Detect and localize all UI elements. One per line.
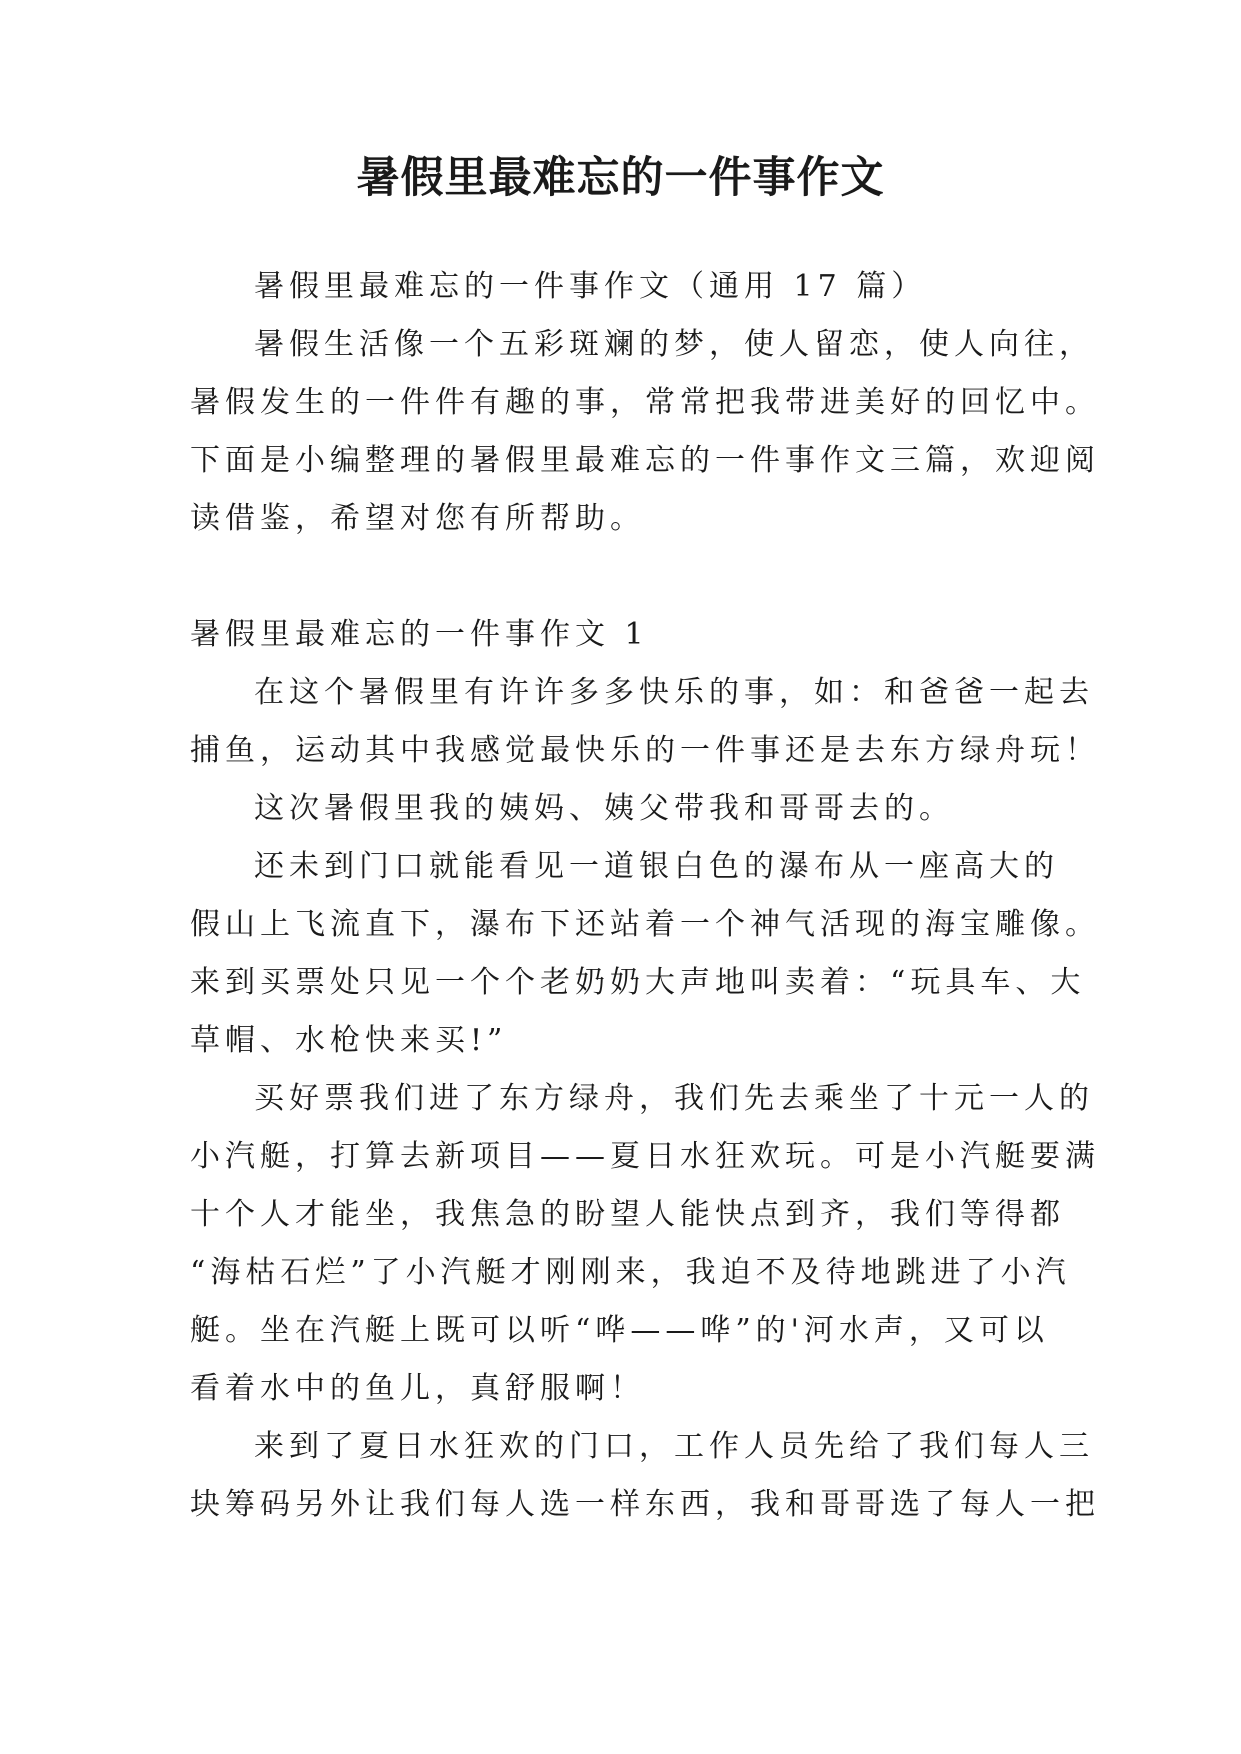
section-heading: 暑假里最难忘的一件事作文 1	[190, 617, 649, 652]
document-title: 暑假里最难忘的一件事作文	[356, 153, 885, 203]
essay-line: 看着水中的鱼儿，真舒服啊！	[190, 1371, 645, 1406]
intro-line: 暑假发生的一件件有趣的事，常常把我带进美好的回忆中。	[190, 385, 1100, 420]
essay-line: 还未到门口就能看见一道银白色的瀑布从一座高大的	[254, 849, 1059, 884]
essay-line: 块筹码另外让我们每人选一样东西，我和哥哥选了每人一把	[190, 1487, 1100, 1522]
essay-line: 来到买票处只见一个个老奶奶大声地叫卖着：“玩具车、大	[190, 965, 1086, 1000]
essay-line: 在这个暑假里有许许多多快乐的事，如：和爸爸一起去	[254, 675, 1094, 710]
essay-line: 草帽、水枪快来买!”	[190, 1023, 508, 1058]
essay-line: 艇。坐在汽艇上既可以听“哗——哗”的'河水声，又可以	[190, 1313, 1049, 1348]
essay-line: 小汽艇，打算去新项目——夏日水狂欢玩。可是小汽艇要满	[190, 1139, 1100, 1174]
document-body	[190, 258, 1100, 1534]
intro-line: 下面是小编整理的暑假里最难忘的一件事作文三篇，欢迎阅	[190, 443, 1100, 478]
intro-line: 读借鉴，希望对您有所帮助。	[190, 501, 645, 536]
essay-line: 这次暑假里我的姨妈、姨父带我和哥哥去的。	[254, 791, 954, 826]
essay-line: 十个人才能坐，我焦急的盼望人能快点到齐，我们等得都	[190, 1197, 1065, 1232]
essay-line: 假山上飞流直下，瀑布下还站着一个神气活现的海宝雕像。	[190, 907, 1100, 942]
subtitle-line: 暑假里最难忘的一件事作文（通用 17 篇）	[254, 269, 927, 304]
essay-line: 捕鱼，运动其中我感觉最快乐的一件事还是去东方绿舟玩！	[190, 733, 1100, 768]
essay-line: 买好票我们进了东方绿舟，我们先去乘坐了十元一人的	[254, 1081, 1094, 1116]
paragraph-gap	[190, 548, 1065, 606]
essay-line: 来到了夏日水狂欢的门口，工作人员先给了我们每人三	[254, 1429, 1094, 1464]
essay-line: “海枯石烂”了小汽艇才刚刚来，我迫不及待地跳进了小汽	[190, 1255, 1071, 1290]
intro-line: 暑假生活像一个五彩斑斓的梦，使人留恋，使人向往，	[254, 327, 1094, 362]
